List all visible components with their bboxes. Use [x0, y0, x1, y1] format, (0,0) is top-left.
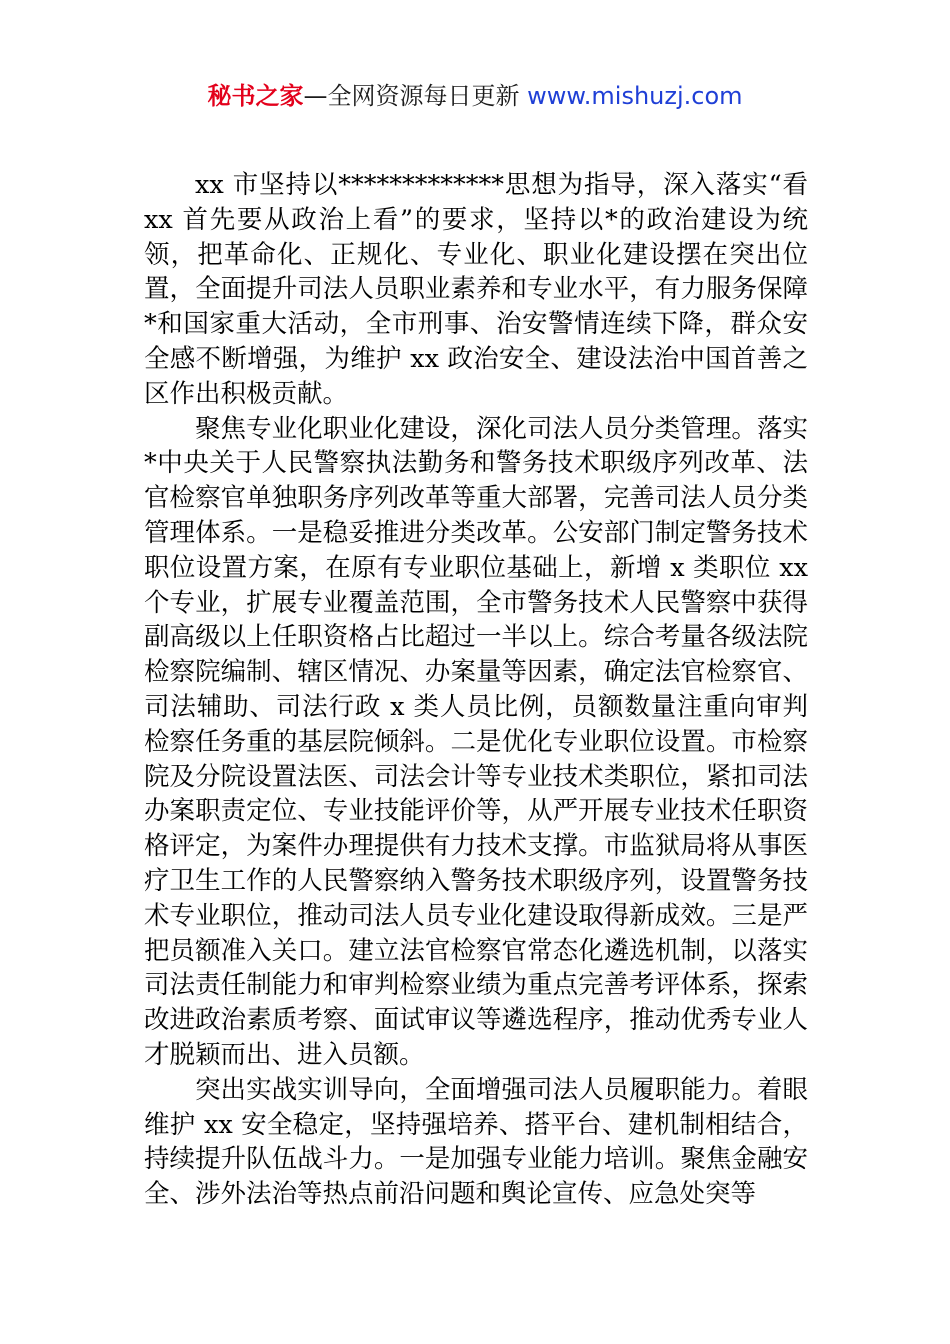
brand-name: 秘书之家 — [207, 82, 304, 110]
paragraph-professionalization: 聚焦专业化职业化建设，深化司法人员分类管理。落实*中央关于人民警察执法勤务和警务技术职级序列改革、法官检察官单独职务序列改革等重大部署，完善司法人员分类管理体系。一是稳妥推进分类改革。公安部门制定警务技术职位设置方案，在原有专业职位基础上，新增 x 类职位 xx 个专业，扩展专业覆盖范围，全市警务技术人民警察中获得副高级以上任职资格占比超过一半以上。综合考量各级法院检察院编制、辖区情况、办案量等因素，确定法官检察官、司法辅助、司法行政 x 类人员比例，员额数量注重向审判检察任务重的基层院倾斜。二是优化专业职位设置。市检察院及分院设置法医、司法会计等专业技术类职位，紧扣司法办案职责定位、专业技能评价等，从严开展专业技术任职资格评定，为案件办理提供有力技术支撑。市监狱局将从事医疗卫生工作的人民警察纳入警务技术职级序列，设置警务技术专业职位，推动司法人员专业化建设取得新成效。三是严把员额准入关口。建立法官检察官常态化遴选机制，以落实司法责任制能力和审判检察业绩为重点完善考评体系，探索改进政治素质考察、面试审议等遴选程序，推动优秀专业人才脱颖而出、进入员额。 — [144, 413, 808, 1070]
website-link[interactable]: www.mishuzj.com — [527, 82, 743, 110]
paragraph-training: 突出实战实训导向，全面增强司法人员履职能力。着眼维护 xx 安全稳定，坚持强培养、搭平台、建机制相结合，持续提升队伍战斗力。一是加强专业能力培训。聚焦金融安全、涉外法治等热点前沿问题和舆论宣传、应急处突等 — [144, 1074, 808, 1210]
paragraph-intro: xx 市坚持以*************思想为指导，深入落实“看 xx 首先要从政治上看”的要求，坚持以*的政治建设为统领，把革命化、正规化、专业化、职业化建设摆在突出位置，全面提升司法人员职业素养和专业水平，有力服务保障*和国家重大活动，全市刑事、治安警情连续下降，群众安全感不断增强，为维护 xx 政治安全、建设法治中国首善之区作出积极贡献。 — [144, 170, 808, 409]
header-tagline: —全网资源每日更新 — [303, 82, 528, 110]
page-header — [0, 78, 950, 114]
document-body — [144, 168, 808, 1212]
